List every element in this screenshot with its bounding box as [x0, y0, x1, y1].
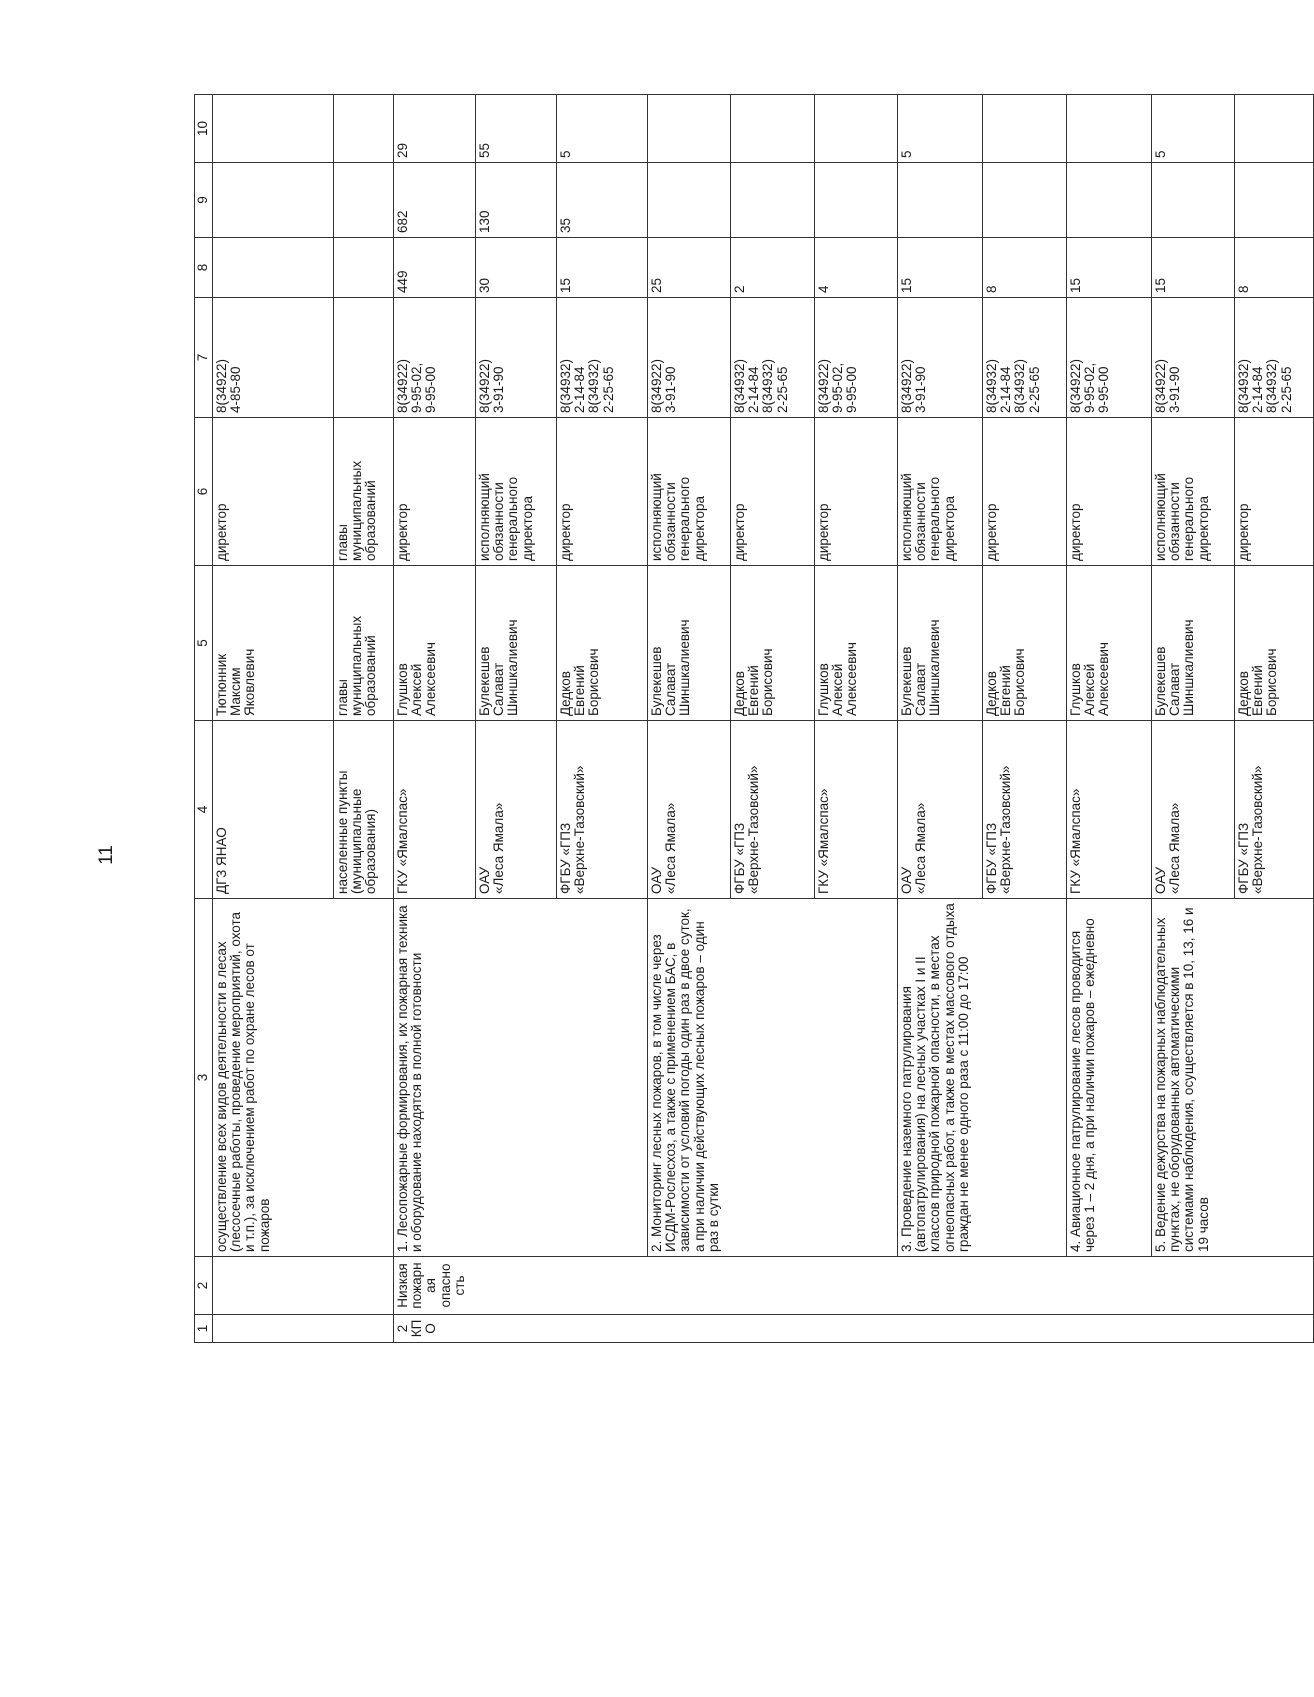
position-cell: директор — [557, 418, 648, 566]
position-cell: директор — [1235, 418, 1314, 566]
phone-cell: 8(34932) 2-14-84 8(34932) 2-25-65 — [557, 298, 648, 418]
count-cell — [983, 95, 1067, 163]
phone-cell: 8(34922) 9-95-02, 9-95-00 — [394, 298, 476, 418]
position-cell: директор — [815, 418, 898, 566]
count-cell — [898, 163, 983, 238]
measure-cell: 2. Мониторинг лесных пожаров, в том числе через ИСДМ-Рослесхоз, а также с применением БАС, в зависимости от условий погоды один раз в двое суток, а при наличии действующих лесных пожаров – один раз в сутки — [648, 899, 898, 1257]
phone-cell — [334, 298, 394, 418]
danger-level-cell: Низкая пожарная опасность — [394, 1257, 1314, 1315]
person-name-cell: Дедков Евгений Борисович — [731, 566, 815, 721]
count-cell: 682 — [394, 163, 476, 238]
count-cell: 15 — [1067, 238, 1152, 298]
phone-cell: 8(34922) 3-91-90 — [648, 298, 731, 418]
count-cell: 8 — [983, 238, 1067, 298]
position-cell: исполняющий обязанности генерального директора — [648, 418, 731, 566]
header-cell: 3 — [195, 899, 213, 1257]
count-cell — [1152, 163, 1235, 238]
phone-cell: 8(34922) 4-85-80 — [213, 298, 334, 418]
person-name-cell: Булекешев Салават Шиншкалиевич — [898, 566, 983, 721]
position-cell: исполняющий обязанности генерального директора — [1152, 418, 1235, 566]
phone-cell: 8(34932) 2-14-84 8(34932) 2-25-65 — [983, 298, 1067, 418]
section-number-cell: 2 КПО — [394, 1315, 1314, 1343]
count-cell: 4 — [815, 238, 898, 298]
count-cell: 130 — [476, 163, 557, 238]
org-cell: ФГБУ «ГПЗ «Верхне-Тазовский» — [983, 721, 1067, 899]
header-cell: 7 — [195, 298, 213, 418]
org-cell: ДГЗ ЯНАО — [213, 721, 334, 899]
header-cell: 2 — [195, 1257, 213, 1315]
header-cell: 5 — [195, 566, 213, 721]
count-cell — [983, 163, 1067, 238]
org-cell: населенные пункты (муниципальные образования) — [334, 721, 394, 899]
count-cell — [334, 238, 394, 298]
phone-cell: 8(34922) 3-91-90 — [476, 298, 557, 418]
org-cell: ФГБУ «ГПЗ «Верхне-Тазовский» — [731, 721, 815, 899]
empty-cell — [213, 1257, 394, 1315]
position-cell: исполняющий обязанности генерального директора — [476, 418, 557, 566]
count-cell: 55 — [476, 95, 557, 163]
count-cell — [334, 163, 394, 238]
count-cell: 5 — [557, 95, 648, 163]
count-cell: 15 — [557, 238, 648, 298]
position-cell: главы муниципальных образований — [334, 418, 394, 566]
phone-cell: 8(34922) 9-95-02, 9-95-00 — [1067, 298, 1152, 418]
person-name-cell: Булекешев Салават Шиншкалиевич — [648, 566, 731, 721]
count-cell — [213, 95, 334, 163]
count-cell: 449 — [394, 238, 476, 298]
measure-cell: осуществление всех видов деятельности в лесах (лесосечные работы, проведение мероприятий, охота и т.п.), за исключением работ по охране лесов от пожаров — [213, 899, 394, 1257]
rotated-page-content — [194, 95, 1294, 1343]
org-cell: ОАУ «Леса Ямала» — [648, 721, 731, 899]
header-cell: 8 — [195, 238, 213, 298]
person-name-cell: Глушков Алексей Алексеевич — [815, 566, 898, 721]
count-cell — [213, 163, 334, 238]
person-name-cell: Дедков Евгений Борисович — [557, 566, 648, 721]
position-cell: директор — [213, 418, 334, 566]
phone-cell: 8(34922) 3-91-90 — [898, 298, 983, 418]
position-cell: директор — [983, 418, 1067, 566]
count-cell — [213, 238, 334, 298]
count-cell — [648, 163, 731, 238]
person-name-cell: Глушков Алексей Алексеевич — [1067, 566, 1152, 721]
phone-cell: 8(34932) 2-14-84 8(34932) 2-25-65 — [731, 298, 815, 418]
person-name-cell: Тютюнник Максим Яковлевич — [213, 566, 334, 721]
table-row — [1152, 95, 1235, 1343]
org-cell: ОАУ «Леса Ямала» — [1152, 721, 1235, 899]
count-cell — [334, 95, 394, 163]
count-cell — [1067, 95, 1152, 163]
page-number: 11 — [96, 845, 117, 865]
count-cell: 5 — [898, 95, 983, 163]
phone-cell: 8(34922) 9-95-02, 9-95-00 — [815, 298, 898, 418]
person-name-cell: Дедков Евгений Борисович — [983, 566, 1067, 721]
count-cell: 30 — [476, 238, 557, 298]
count-cell — [1235, 163, 1314, 238]
org-cell: ФГБУ «ГПЗ «Верхне-Тазовский» — [557, 721, 648, 899]
count-cell — [815, 95, 898, 163]
phone-cell: 8(34932) 2-14-84 8(34932) 2-25-65 — [1235, 298, 1314, 418]
position-cell: директор — [394, 418, 476, 566]
org-cell: ФГБУ «ГПЗ «Верхне-Тазовский» — [1235, 721, 1314, 899]
table-row — [1067, 95, 1152, 1343]
count-cell — [1067, 163, 1152, 238]
empty-cell — [213, 1315, 394, 1343]
count-cell: 25 — [648, 238, 731, 298]
header-cell: 9 — [195, 163, 213, 238]
person-name-cell: Булекешев Салават Шиншкалиевич — [476, 566, 557, 721]
count-cell: 2 — [731, 238, 815, 298]
phone-cell: 8(34922) 3-91-90 — [1152, 298, 1235, 418]
count-cell — [731, 95, 815, 163]
measure-cell: 3. Проведение наземного патрулирования (автопатрулирования) на лесных участках I и II классов природной пожарной опасности, в местах огнеопасных работ, а также в местах массового отдыха граждан не менее одного раза с 11:00 до 17:00 — [898, 899, 1067, 1257]
person-name-cell: Глушков Алексей Алексеевич — [394, 566, 476, 721]
person-name-cell: главы муниципальных образований — [334, 566, 394, 721]
header-cell: 6 — [195, 418, 213, 566]
position-cell: директор — [1067, 418, 1152, 566]
measure-cell: 4. Авиационное патрулирование лесов проводится через 1 – 2 дня, а при наличии пожаров – ежедневно — [1067, 899, 1152, 1257]
position-cell: директор — [731, 418, 815, 566]
org-cell: ГКУ «Ямалспас» — [1067, 721, 1152, 899]
count-cell: 15 — [898, 238, 983, 298]
count-cell: 29 — [394, 95, 476, 163]
org-cell: ГКУ «Ямалспас» — [815, 721, 898, 899]
header-cell: 1 — [195, 1315, 213, 1343]
fire-danger-table — [194, 94, 1314, 1343]
count-cell: 35 — [557, 163, 648, 238]
header-cell: 10 — [195, 95, 213, 163]
count-cell — [648, 95, 731, 163]
table-row — [898, 95, 983, 1343]
measure-cell: 1. Лесопожарные формирования, их пожарная техника и оборудование находятся в полной готовности — [394, 899, 648, 1257]
org-cell: ГКУ «Ямалспас» — [394, 721, 476, 899]
person-name-cell: Булекешев Салават Шиншкалиевич — [1152, 566, 1235, 721]
header-cell: 4 — [195, 721, 213, 899]
count-cell: 8 — [1235, 238, 1314, 298]
org-cell: ОАУ «Леса Ямала» — [898, 721, 983, 899]
table-row — [648, 95, 731, 1343]
count-cell — [815, 163, 898, 238]
count-cell — [1235, 95, 1314, 163]
count-cell: 5 — [1152, 95, 1235, 163]
table-row — [394, 95, 476, 1343]
table-row — [213, 95, 334, 1343]
person-name-cell: Дедков Евгений Борисович — [1235, 566, 1314, 721]
count-cell: 15 — [1152, 238, 1235, 298]
table-header-row — [195, 95, 213, 1343]
org-cell: ОАУ «Леса Ямала» — [476, 721, 557, 899]
position-cell: исполняющий обязанности генерального директора — [898, 418, 983, 566]
count-cell — [731, 163, 815, 238]
measure-cell: 5. Ведение дежурства на пожарных наблюдательных пунктах, не оборудованных автоматическими системами наблюдения, осуществляется в 10, 13, 16 и 19 часов — [1152, 899, 1314, 1257]
